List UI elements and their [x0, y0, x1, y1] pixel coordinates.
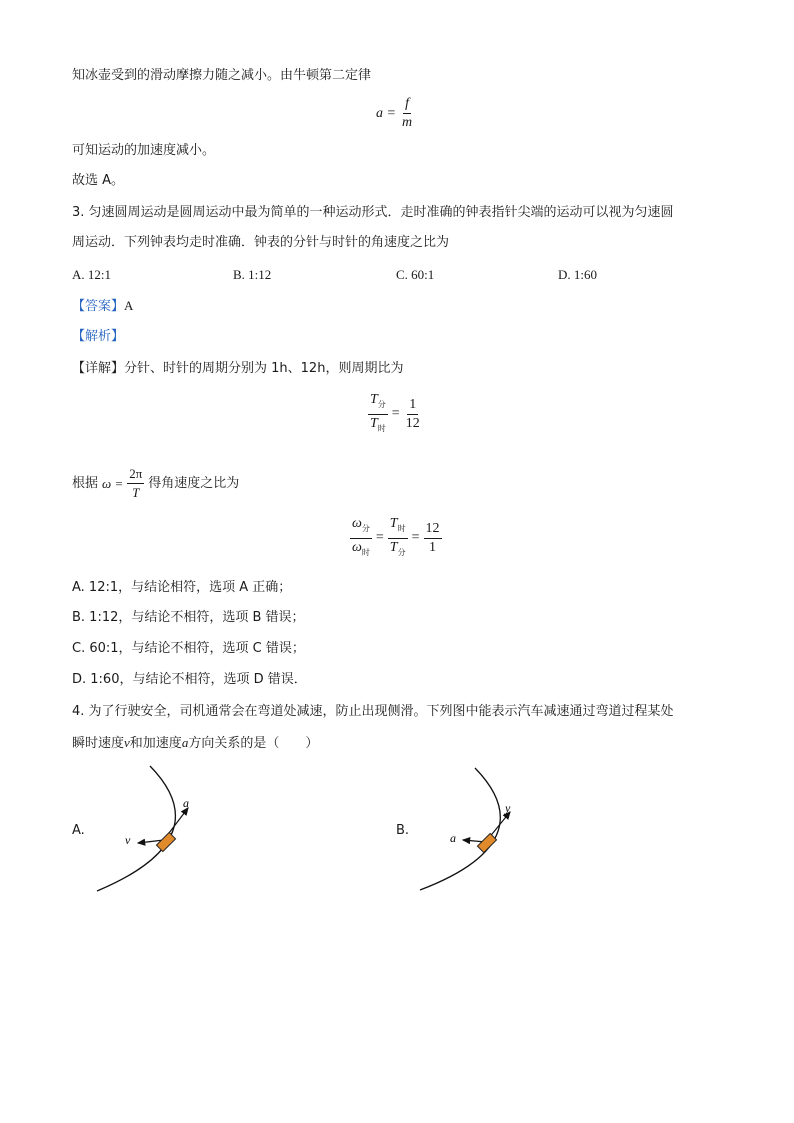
- subscript: 时: [397, 523, 406, 533]
- analysis-label: 【解析】: [72, 329, 125, 344]
- eq-lhs: a =: [376, 105, 396, 121]
- denominator: 12: [405, 415, 420, 431]
- option-c: C. 60:1: [396, 267, 435, 282]
- denominator: ω: [352, 539, 362, 555]
- numerator: T: [370, 392, 378, 407]
- denominator: T: [389, 539, 398, 555]
- denominator: 1: [429, 539, 436, 555]
- stem-text: 和加速度: [129, 736, 182, 751]
- figure-b-label: B.: [396, 823, 410, 838]
- text-line: 可知运动的加速度减小。: [72, 143, 216, 158]
- subscript: 时: [377, 423, 386, 433]
- text-line: 知冰壶受到的滑动摩擦力随之减小。由牛顿第二定律: [72, 68, 372, 83]
- basis-line: [72, 466, 239, 501]
- conclusion-b: B. 1:12，与结论不相符，选项 B 错误；: [72, 610, 305, 625]
- numerator: ω: [352, 516, 362, 531]
- basis-text: 根据: [72, 475, 99, 491]
- denominator: T: [370, 415, 378, 431]
- fraction: [368, 392, 388, 437]
- q4-stem-line1: 4. 为了行驶安全，司机通常会在弯道处减速，防止出现侧滑。下列图中能表示汽车减速通过弯道过程某处: [72, 704, 674, 719]
- text-line: 故选 A。: [72, 173, 125, 188]
- numerator: 12: [424, 521, 442, 539]
- symbol-v: v: [124, 735, 130, 750]
- label-a: a: [183, 796, 189, 810]
- newton-equation: [376, 96, 414, 131]
- subscript: 分: [397, 547, 406, 557]
- option-b: B. 1:12: [233, 267, 272, 282]
- stem-text: 方向关系的是（ ）: [188, 736, 319, 751]
- fraction: [127, 466, 144, 501]
- fraction: [404, 397, 422, 432]
- angular-velocity-ratio-equation: [350, 516, 442, 561]
- symbol-a: a: [181, 735, 189, 750]
- answer-line: [72, 297, 133, 316]
- denominator: m: [401, 115, 413, 130]
- equals-sign: =: [391, 406, 400, 422]
- answer-tag: 【答案】: [72, 299, 125, 314]
- car-block: [156, 832, 175, 851]
- equals-sign: =: [375, 530, 384, 546]
- fraction: [350, 516, 372, 561]
- label-v: v: [125, 833, 131, 847]
- stem-text: 瞬时速度: [72, 736, 125, 751]
- fraction: [388, 516, 408, 561]
- label-y: y: [505, 801, 511, 815]
- omega-lhs: ω =: [102, 475, 124, 491]
- fraction: [424, 521, 442, 556]
- option-d: D. 1:60: [558, 267, 597, 282]
- option-a: A. 12:1: [72, 267, 111, 282]
- conclusion-a: A. 12:1，与结论相符，选项 A 正确；: [72, 580, 292, 595]
- figure-a-label: A.: [72, 823, 85, 838]
- numerator: 2π: [127, 466, 144, 484]
- period-ratio-equation: [368, 392, 422, 437]
- q4-stem-line2: [72, 734, 318, 753]
- label-a: a: [450, 831, 456, 845]
- road-curve: [420, 768, 500, 890]
- road-curve: [97, 766, 175, 891]
- answer-value: A: [124, 298, 134, 313]
- numerator: T: [389, 516, 398, 531]
- detail-line: [72, 360, 403, 378]
- subscript: 时: [361, 547, 370, 557]
- conclusion-c: C. 60:1，与结论不相符，选项 C 错误；: [72, 641, 305, 656]
- numerator: f: [403, 96, 411, 114]
- detail-tag: 【详解】: [72, 361, 125, 376]
- figure-b-diagram: [415, 764, 545, 897]
- analysis-tag: [72, 328, 124, 346]
- denominator: T: [132, 485, 140, 500]
- figure-a-diagram: [90, 762, 220, 897]
- q3-stem-line1: 3. 匀速圆周运动是圆周运动中最为简单的一种运动形式．走时准确的钟表指针尖端的运动可以视为匀速圆: [72, 205, 674, 220]
- subscript: 分: [361, 523, 370, 533]
- subscript: 分: [377, 399, 386, 409]
- basis-tail: 得角速度之比为: [148, 475, 240, 491]
- fraction: [400, 96, 414, 131]
- car-block: [477, 833, 496, 852]
- detail-text: 分针、时针的周期分别为 1h、12h，则周期比为: [124, 361, 404, 376]
- q3-stem-line2: 周运动．下列钟表均走时准确．钟表的分针与时针的角速度之比为: [72, 235, 450, 250]
- equals-sign: =: [411, 530, 420, 546]
- q3-options: [72, 266, 672, 284]
- numerator: 1: [407, 397, 418, 415]
- conclusion-d: D. 1:60，与结论不相符，选项 D 错误．: [72, 672, 307, 687]
